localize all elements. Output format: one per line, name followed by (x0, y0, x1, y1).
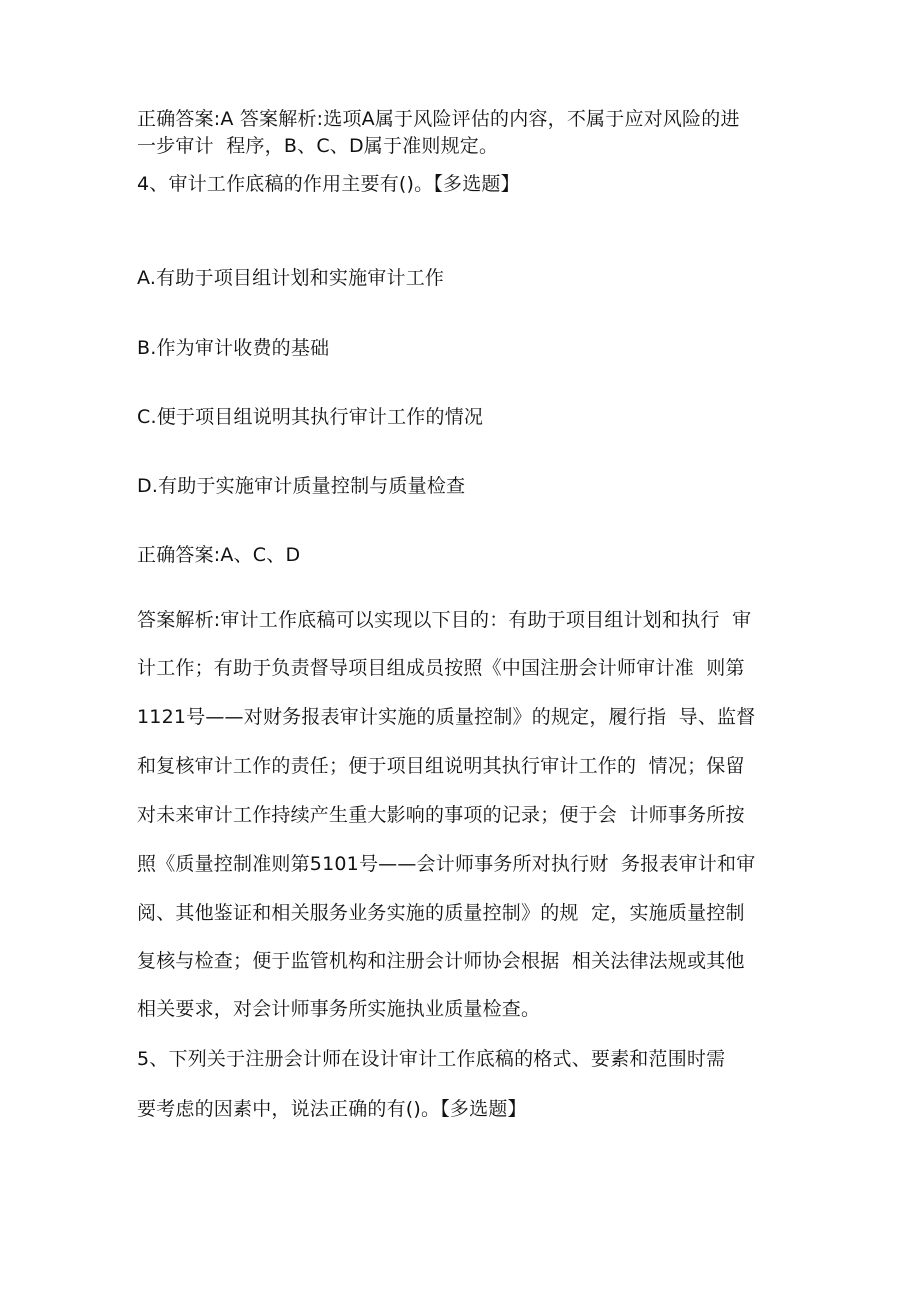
option-b: B.作为审计收费的基础 (137, 337, 330, 359)
question-stem: 要考虑的因素中，说法正确的有()。【多选题】 (137, 1098, 527, 1120)
explanation-line: 计工作；有助于负责督导项目组成员按照《中国注册会计师审计准 则第 (137, 657, 745, 679)
explanation-line: 阅、其他鉴证和相关服务业务实施的质量控制》的规 定，实施质量控制 (137, 902, 745, 924)
explanation-line: 1121号——对财务报表审计实施的质量控制》的规定，履行指 导、监督 (137, 706, 756, 728)
explanation-line: 照《质量控制准则第5101号——会计师事务所对执行财 务报表审计和审 (137, 853, 756, 875)
answer-line: 正确答案:A 答案解析:选项A属于风险评估的内容，不属于应对风险的进 (137, 108, 740, 130)
question-stem: 5、下列关于注册会计师在设计审计工作底稿的格式、要素和范围时需 (137, 1048, 726, 1070)
answer-line: 一步审计 程序，B、C、D属于准则规定。 (137, 135, 499, 157)
correct-answer: 正确答案:A、C、D (137, 544, 301, 566)
option-a: A.有助于项目组计划和实施审计工作 (137, 267, 445, 289)
question-stem: 4、审计工作底稿的作用主要有()。【多选题】 (137, 173, 520, 195)
explanation-line: 答案解析:审计工作底稿可以实现以下目的：有助于项目组计划和执行 审 (137, 609, 752, 631)
explanation-line: 复核与检查；便于监管机构和注册会计师协会根据 相关法律法规或其他 (137, 950, 745, 972)
explanation-line: 对未来审计工作持续产生重大影响的事项的记录；便于会 计师事务所按 (137, 804, 745, 826)
explanation-line: 相关要求，对会计师事务所实施执业质量检查。 (137, 998, 541, 1020)
option-c: C.便于项目组说明其执行审计工作的情况 (137, 406, 484, 428)
explanation-line: 和复核审计工作的责任；便于项目组说明其执行审计工作的 情况；保留 (137, 755, 745, 777)
option-d: D.有助于实施审计质量控制与质量检查 (137, 475, 466, 497)
